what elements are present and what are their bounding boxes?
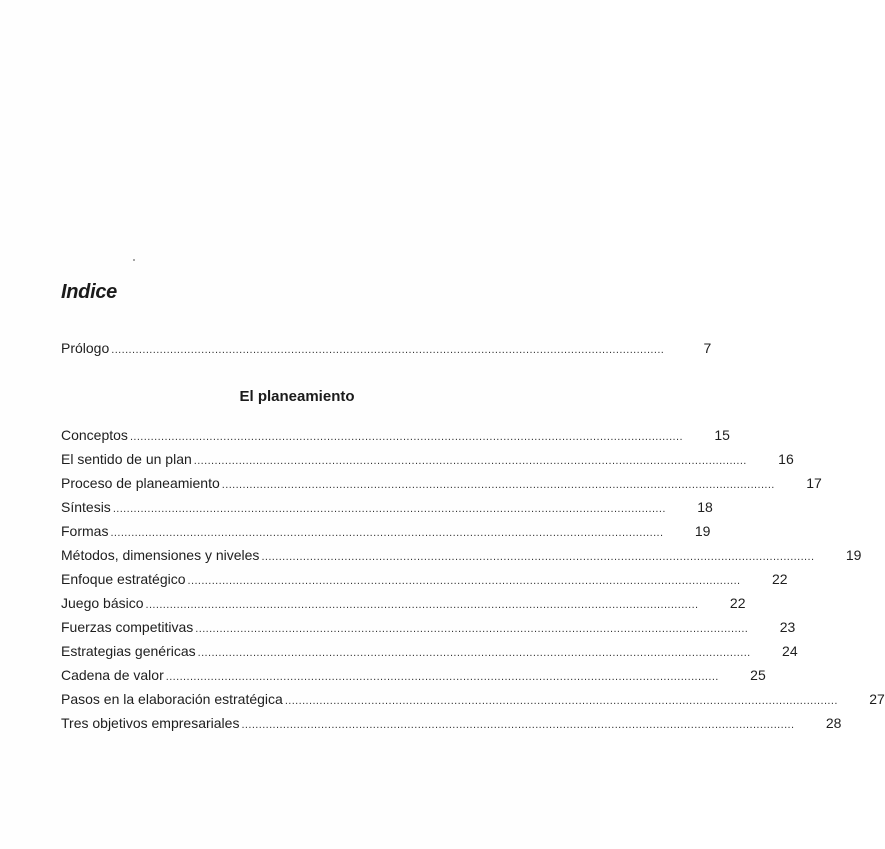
toc-entry-label: Métodos, dimensiones y niveles [61, 547, 260, 563]
toc-entry-page: 24 [782, 643, 798, 659]
toc-leader-dots: ................................................................................................................................................................ [112, 503, 666, 515]
toc-entry-page: 15 [714, 427, 730, 443]
toc-entry-label: Proceso de planeamiento [61, 475, 220, 491]
toc-entry-label: Enfoque estratégico [61, 571, 186, 587]
toc-entry [61, 665, 766, 685]
toc-entry-label: Prólogo [61, 340, 110, 356]
toc-leader-dots: ................................................................................................................................................................ [221, 479, 775, 491]
page-title: Indice [61, 281, 117, 303]
toc-leader-dots: ................................................................................................................................................................ [193, 455, 747, 467]
toc-entry-page: 22 [771, 571, 788, 587]
toc-entry [61, 545, 862, 565]
toc-entry-prologue [61, 338, 712, 358]
toc-entry-page: 19 [845, 547, 862, 563]
toc-entry [61, 449, 794, 469]
toc-leader-dots: ................................................................................................................................................................ [187, 575, 741, 587]
toc-entry-label: Cadena de valor [61, 667, 164, 683]
toc-entry-label: Tres objetivos empresariales [61, 715, 240, 731]
toc-entry [61, 569, 788, 589]
toc-entry-label: Fuerzas competitivas [61, 619, 194, 635]
toc-entry-page: 23 [779, 619, 796, 635]
toc-entry [61, 593, 746, 613]
toc-entry-label: Formas [61, 523, 109, 539]
toc-entry [61, 521, 711, 541]
toc-entry-label: Estrategias genéricas [61, 643, 196, 659]
toc-entry-page: 25 [750, 667, 766, 683]
toc-entry-page: 27 [869, 691, 885, 707]
toc-leader-dots: ................................................................................................................................................................ [145, 599, 699, 611]
toc-leader-dots: ................................................................................................................................................................ [111, 344, 665, 356]
print-speck [133, 259, 135, 261]
toc-entry [61, 689, 885, 709]
toc-entry-page: 22 [729, 595, 746, 611]
toc-entry-page: 16 [778, 451, 794, 467]
toc-entry-page: 17 [806, 475, 822, 491]
toc-leader-dots: ................................................................................................................................................................ [110, 527, 664, 539]
toc-leader-dots: ................................................................................................................................................................ [241, 719, 795, 731]
toc-entry [61, 617, 796, 637]
toc-entry-page: 18 [697, 499, 713, 515]
toc-entry-page: 19 [694, 523, 711, 539]
toc-entry-label: Juego básico [61, 595, 144, 611]
toc-leader-dots: ................................................................................................................................................................ [261, 551, 815, 563]
toc-entry-page: 7 [703, 340, 712, 356]
toc-leader-dots: ................................................................................................................................................................ [195, 623, 749, 635]
toc-entry-label: Pasos en la elaboración estratégica [61, 691, 283, 707]
toc-entry-page: 28 [825, 715, 842, 731]
toc-entry [61, 497, 713, 517]
toc-entry [61, 713, 842, 733]
toc-leader-dots: ................................................................................................................................................................ [284, 695, 838, 707]
toc-leader-dots: ................................................................................................................................................................ [197, 647, 751, 659]
section-title: El planeamiento [239, 388, 355, 405]
toc-entry-label: Síntesis [61, 499, 111, 515]
toc-leader-dots: ................................................................................................................................................................ [165, 671, 719, 683]
toc-entry [61, 425, 730, 445]
toc-entry [61, 641, 798, 661]
toc-leader-dots: ................................................................................................................................................................ [129, 431, 683, 443]
toc-entry-label: Conceptos [61, 427, 128, 443]
toc-entry [61, 473, 822, 493]
toc-entry-label: El sentido de un plan [61, 451, 192, 467]
